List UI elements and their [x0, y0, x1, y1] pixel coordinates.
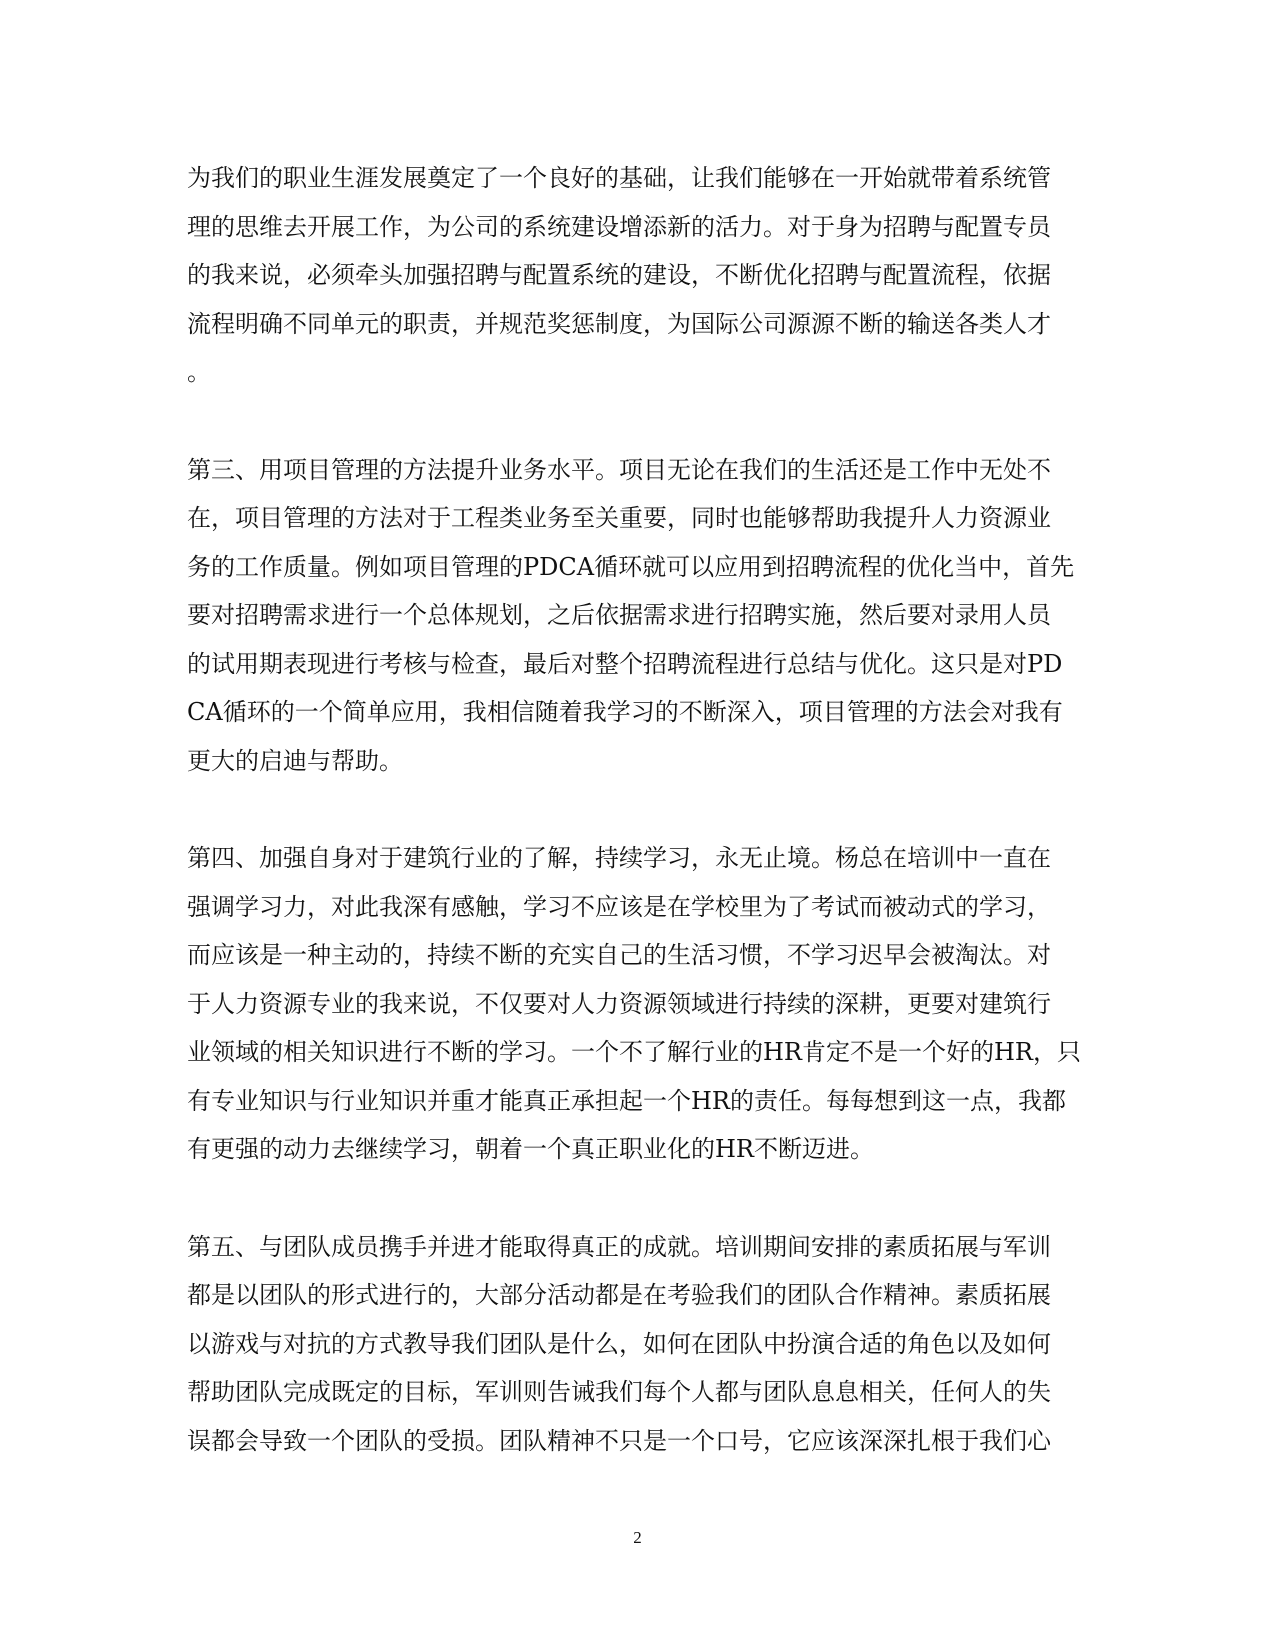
- text-line: 的试用期表现进行考核与检查，最后对整个招聘流程进行总结与优化。这只是对PD: [187, 649, 1063, 678]
- text-line: 有更强的动力去继续学习，朝着一个真正职业化的HR不断迈进。: [187, 1135, 874, 1163]
- text-line: 于人力资源专业的我来说，不仅要对人力资源领域进行持续的深耕，更要对建筑行: [187, 989, 1051, 1018]
- text-line: 第五、与团队成员携手并进才能取得真正的成就。培训期间安排的素质拓展与军训: [187, 1232, 1051, 1261]
- text-line: 流程明确不同单元的职责，并规范奖惩制度，为国际公司源源不断的输送各类人才: [187, 309, 1051, 338]
- text-line: 误都会导致一个团队的受损。团队精神不只是一个口号，它应该深深扎根于我们心: [187, 1426, 1051, 1455]
- text-line: 的我来说，必须牵头加强招聘与配置系统的建设，不断优化招聘与配置流程，依据: [187, 261, 1051, 289]
- paragraph-fifth: [187, 1223, 1087, 1466]
- text-line: 有专业知识与行业知识并重才能真正承担起一个HR的责任。每每想到这一点，我都: [187, 1086, 1066, 1115]
- text-line: 业领域的相关知识进行不断的学习。一个不了解行业的HR肯定不是一个好的HR，只: [187, 1038, 1081, 1066]
- text-line: 理的思维去开展工作，为公司的系统建设增添新的活力。对于身为招聘与配置专员: [187, 212, 1051, 241]
- text-line: 更大的启迪与帮助。: [187, 746, 403, 775]
- text-line: 务的工作质量。例如项目管理的PDCA循环就可以应用到招聘流程的优化当中，首先: [187, 552, 1075, 581]
- document-body: [187, 154, 1087, 1465]
- text-line: 第三、用项目管理的方法提升业务水平。项目无论在我们的生活还是工作中无处不: [187, 455, 1051, 484]
- text-line: CA循环的一个简单应用，我相信随着我学习的不断深入，项目管理的方法会对我有: [187, 698, 1063, 726]
- paragraph-spacer: [187, 1174, 1087, 1223]
- paragraph-spacer: [187, 785, 1087, 834]
- paragraph-third: [187, 446, 1087, 786]
- text-line: 帮助团队完成既定的目标，军训则告诫我们每个人都与团队息息相关，任何人的失: [187, 1378, 1051, 1406]
- text-line: 第四、加强自身对于建筑行业的了解，持续学习，永无止境。杨总在培训中一直在: [187, 844, 1051, 872]
- text-line: 要对招聘需求进行一个总体规划，之后依据需求进行招聘实施，然后要对录用人员: [187, 601, 1051, 629]
- text-line: 在，项目管理的方法对于工程类业务至关重要，同时也能够帮助我提升人力资源业: [187, 504, 1051, 532]
- paragraph-continuation: [187, 154, 1087, 397]
- text-line: 以游戏与对抗的方式教导我们团队是什么，如何在团队中扮演合适的角色以及如何: [187, 1329, 1051, 1358]
- text-line: 为我们的职业生涯发展奠定了一个良好的基础，让我们能够在一开始就带着系统管: [187, 164, 1051, 192]
- page-number: 2: [633, 1528, 642, 1547]
- paragraph-fourth: [187, 834, 1087, 1174]
- text-line: 而应该是一种主动的，持续不断的充实自己的生活习惯，不学习迟早会被淘汰。对: [187, 941, 1051, 969]
- paragraph-spacer: [187, 397, 1087, 446]
- text-line: 强调学习力，对此我深有感触，学习不应该是在学校里为了考试而被动式的学习，: [187, 892, 1051, 921]
- text-line: 。: [187, 358, 211, 386]
- text-line: 都是以团队的形式进行的，大部分活动都是在考验我们的团队合作精神。素质拓展: [187, 1281, 1051, 1309]
